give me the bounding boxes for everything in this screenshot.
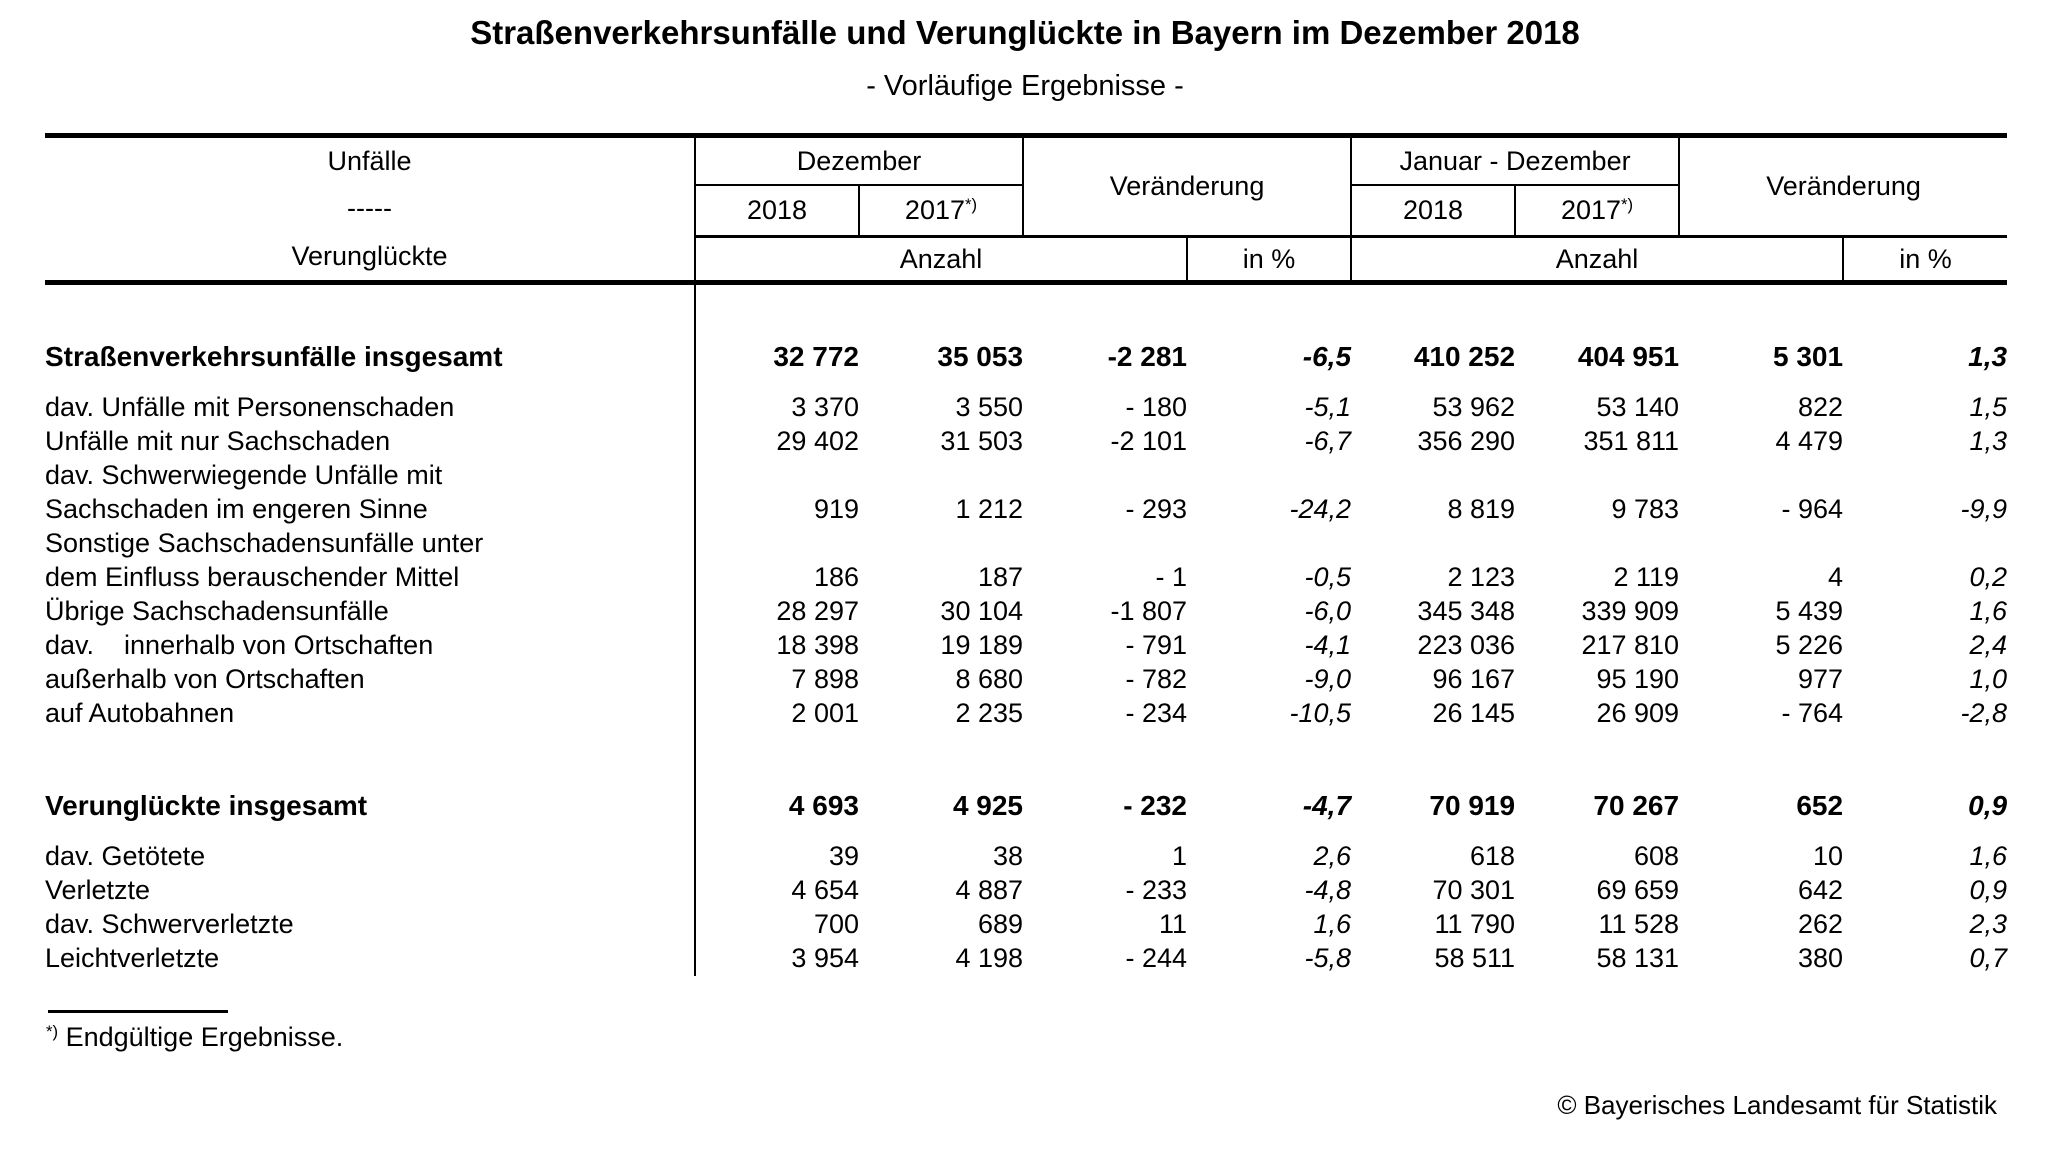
cell-value: 1,0: [1969, 664, 2008, 694]
table-row: [45, 874, 2007, 908]
cell-value: 217 810: [1581, 630, 1680, 660]
cell-value: 3 370: [791, 392, 859, 422]
cell-value: 11: [1158, 909, 1188, 939]
row-header-line3: Verunglückte: [291, 240, 448, 271]
cell-value: - 782: [1125, 664, 1188, 694]
row-label: außerhalb von Ortschaften: [45, 663, 695, 697]
cell-value: 70 919: [1429, 789, 1516, 821]
cell-value: - 964: [1781, 494, 1844, 524]
row-header-divider: -----: [347, 193, 392, 224]
cell-value: 4 887: [955, 875, 1024, 905]
footnote-marker-2017: *): [965, 195, 978, 215]
cell-value: 35 053: [937, 340, 1024, 372]
cell-value: 4 925: [952, 789, 1024, 821]
row-label: Straßenverkehrsunfälle insgesamt: [45, 335, 695, 379]
cell-value: - 232: [1123, 789, 1188, 821]
row-label: dav. Unfälle mit Personenschaden: [45, 391, 695, 425]
cell-value: 39: [828, 841, 859, 871]
table-row: [45, 629, 2007, 663]
cell-value: 5 226: [1775, 630, 1844, 660]
cell-value: 351 811: [1583, 426, 1680, 456]
cell-value: 9 783: [1611, 494, 1680, 524]
cell-value: 410 252: [1413, 340, 1516, 372]
cell-value: 38: [992, 841, 1024, 871]
cell-value: 356 290: [1417, 426, 1516, 456]
cell-value: 58 131: [1596, 943, 1680, 973]
cell-value: 2 235: [955, 698, 1024, 728]
row-label: Übrige Sachschadensunfälle: [45, 595, 695, 629]
cell-value: [1843, 459, 2007, 493]
cell-value: 2,6: [1313, 841, 1352, 871]
table-row: [45, 335, 2007, 379]
table-body: [45, 283, 2007, 976]
table-row: [45, 784, 2007, 828]
unit-header-percent-2: in %: [1843, 237, 2007, 283]
cell-value: 1: [1171, 841, 1188, 871]
table-row: [45, 527, 2007, 561]
cell-value: 30 104: [940, 596, 1024, 626]
cell-value: 7 898: [791, 664, 859, 694]
cell-value: 642: [1797, 875, 1844, 905]
footnote-marker-2017: *): [1621, 195, 1634, 215]
cell-value: -6,5: [1302, 340, 1352, 372]
cell-value: - 233: [1125, 875, 1188, 905]
cell-value: 1,6: [1969, 596, 2008, 626]
cell-value: [1515, 527, 1679, 561]
cell-value: -2 281: [1107, 340, 1188, 372]
cell-value: - 234: [1125, 698, 1188, 728]
cell-value: [1843, 527, 2007, 561]
cell-value: -2 101: [1110, 426, 1188, 456]
table-row: [45, 493, 2007, 527]
row-label: Verunglückte insgesamt: [45, 784, 695, 828]
cell-value: 618: [1469, 841, 1516, 871]
cell-value: 345 348: [1417, 596, 1516, 626]
cell-value: -5,1: [1304, 392, 1352, 422]
cell-value: 19 189: [940, 630, 1024, 660]
cell-value: -24,2: [1289, 494, 1352, 524]
cell-value: [695, 527, 859, 561]
cell-value: 0,2: [1969, 562, 2008, 592]
cell-value: 2,4: [1969, 630, 2008, 660]
row-header-cell: [45, 136, 695, 283]
cell-value: -4,8: [1304, 875, 1352, 905]
cell-value: 1 212: [955, 494, 1024, 524]
cell-value: 822: [1797, 392, 1844, 422]
row-label: auf Autobahnen: [45, 697, 695, 731]
cell-value: - 244: [1125, 943, 1188, 973]
cell-value: 11 528: [1598, 909, 1680, 939]
cell-value: 1,3: [1969, 426, 2008, 456]
cell-value: 4 198: [955, 943, 1024, 973]
row-label: Unfälle mit nur Sachschaden: [45, 425, 695, 459]
cell-value: 339 909: [1581, 596, 1680, 626]
cell-value: -9,0: [1304, 664, 1352, 694]
footnote-marker: *): [46, 1021, 59, 1041]
cell-value: 3 550: [955, 392, 1024, 422]
cell-value: 70 267: [1593, 789, 1680, 821]
page-subtitle: - Vorläufige Ergebnisse -: [866, 70, 1184, 102]
cell-value: 0,9: [1969, 875, 2008, 905]
cell-value: 70 301: [1432, 875, 1516, 905]
page-title: Straßenverkehrsunfälle und Verunglückte in Bayern im Dezember 2018: [470, 14, 1580, 51]
unit-header-anzahl-1: Anzahl: [695, 237, 1187, 283]
cell-value: 2 001: [791, 698, 859, 728]
cell-value: [1187, 527, 1351, 561]
cell-value: 608: [1633, 841, 1680, 871]
cell-value: 29 402: [776, 426, 859, 456]
footnote-rule: [48, 1010, 228, 1013]
cell-value: 8 680: [955, 664, 1024, 694]
column-header-jd-2018: 2018: [1351, 185, 1515, 237]
cell-value: -5,8: [1304, 943, 1352, 973]
row-label: dem Einfluss berauschender Mittel: [45, 561, 695, 595]
cell-value: 58 511: [1434, 943, 1516, 973]
cell-value: 4 693: [788, 789, 859, 821]
cell-value: 404 951: [1577, 340, 1680, 372]
column-header-dez-2017: 2017*): [859, 185, 1023, 237]
header-row-groups: [45, 136, 2007, 186]
cell-value: 53 962: [1432, 392, 1516, 422]
column-group-dezember: Dezember: [695, 136, 1023, 186]
cell-value: [1351, 459, 1515, 493]
cell-value: 4: [1828, 562, 1844, 592]
cell-value: 977: [1797, 664, 1844, 694]
cell-value: 26 909: [1596, 698, 1680, 728]
cell-value: [1679, 459, 1843, 493]
cell-value: 1,5: [1969, 392, 2008, 422]
row-label: Sonstige Sachschadensunfälle unter: [45, 527, 695, 561]
table-row: [45, 459, 2007, 493]
cell-value: 2 123: [1447, 562, 1516, 592]
cell-value: [1515, 459, 1679, 493]
cell-value: 11 790: [1434, 909, 1516, 939]
cell-value: [859, 459, 1023, 493]
cell-value: [1679, 527, 1843, 561]
spacer-row: [45, 731, 2007, 784]
cell-value: 689: [977, 909, 1024, 939]
cell-value: - 791: [1125, 630, 1188, 660]
cell-value: - 293: [1125, 494, 1188, 524]
cell-value: 652: [1796, 789, 1844, 821]
cell-value: 3 954: [791, 943, 859, 973]
cell-value: -10,5: [1289, 698, 1352, 728]
cell-value: 69 659: [1596, 875, 1680, 905]
cell-value: 700: [813, 909, 859, 939]
column-header-dez-2018: 2018: [695, 185, 859, 237]
cell-value: -1 807: [1110, 596, 1188, 626]
cell-value: 28 297: [776, 596, 859, 626]
table-row: [45, 908, 2007, 942]
row-label: dav. Schwerwiegende Unfälle mit: [45, 459, 695, 493]
column-group-januar-dezember: Januar - Dezember: [1351, 136, 1679, 186]
cell-value: 26 145: [1432, 698, 1516, 728]
row-label: dav. innerhalb von Ortschaften: [45, 629, 695, 663]
column-group-veraenderung-1: Veränderung: [1023, 136, 1351, 237]
copyright: © Bayerisches Landesamt für Statistik: [1557, 1090, 1997, 1120]
footnote-text: Endgültige Ergebnisse.: [65, 1022, 344, 1052]
column-group-veraenderung-2: Veränderung: [1679, 136, 2007, 237]
footnote: [46, 1022, 343, 1053]
cell-value: 5 439: [1775, 596, 1844, 626]
cell-value: -2,8: [1960, 698, 2008, 728]
table-row: [45, 663, 2007, 697]
cell-value: 0,9: [1968, 789, 2008, 821]
table-row: [45, 391, 2007, 425]
cell-value: 1,6: [1313, 909, 1352, 939]
cell-value: 4 654: [791, 875, 859, 905]
cell-value: - 180: [1125, 392, 1188, 422]
cell-value: - 764: [1781, 698, 1844, 728]
table-row: [45, 697, 2007, 731]
cell-value: -6,7: [1304, 426, 1352, 456]
row-label: Leichtverletzte: [45, 942, 695, 976]
cell-value: [1023, 459, 1187, 493]
cell-value: 380: [1797, 943, 1844, 973]
cell-value: 10: [1813, 841, 1844, 871]
row-header-line1: Unfälle: [327, 146, 412, 177]
cell-value: 919: [813, 494, 859, 524]
cell-value: 262: [1797, 909, 1844, 939]
cell-value: 96 167: [1432, 664, 1516, 694]
column-header-jd-2017: 2017*): [1515, 185, 1679, 237]
cell-value: - 1: [1155, 562, 1188, 592]
cell-value: 1,6: [1969, 841, 2008, 871]
spacer-row: [45, 283, 2007, 335]
cell-value: -4,7: [1302, 789, 1352, 821]
row-label: Verletzte: [45, 874, 695, 908]
statistics-table: [45, 133, 2007, 976]
cell-value: [1023, 527, 1187, 561]
cell-value: 8 819: [1447, 494, 1516, 524]
cell-value: 32 772: [773, 340, 859, 372]
table-row: [45, 840, 2007, 874]
unit-header-anzahl-2: Anzahl: [1351, 237, 1843, 283]
table-row: [45, 595, 2007, 629]
cell-value: 5 301: [1772, 340, 1844, 372]
cell-value: 2 119: [1613, 562, 1680, 592]
cell-value: -4,1: [1304, 630, 1352, 660]
table-row: [45, 942, 2007, 976]
cell-value: 18 398: [776, 630, 859, 660]
cell-value: [1351, 527, 1515, 561]
cell-value: 223 036: [1417, 630, 1516, 660]
spacer-row: [45, 379, 2007, 391]
cell-value: [695, 459, 859, 493]
cell-value: -6,0: [1304, 596, 1352, 626]
table-row: [45, 561, 2007, 595]
cell-value: 1,3: [1968, 340, 2008, 372]
row-label: Sachschaden im engeren Sinne: [45, 493, 695, 527]
cell-value: 0,7: [1969, 943, 2008, 973]
cell-value: 186: [813, 562, 859, 592]
cell-value: 4 479: [1775, 426, 1844, 456]
cell-value: 31 503: [940, 426, 1024, 456]
cell-value: 95 190: [1596, 664, 1680, 694]
unit-header-percent-1: in %: [1187, 237, 1351, 283]
row-label: dav. Schwerverletzte: [45, 908, 695, 942]
cell-value: -9,9: [1960, 494, 2008, 524]
cell-value: 187: [977, 562, 1024, 592]
cell-value: [859, 527, 1023, 561]
spacer-row: [45, 828, 2007, 840]
row-label: dav. Getötete: [45, 840, 695, 874]
cell-value: 53 140: [1596, 392, 1680, 422]
cell-value: 2,3: [1969, 909, 2008, 939]
table-row: [45, 425, 2007, 459]
cell-value: [1187, 459, 1351, 493]
cell-value: -0,5: [1304, 562, 1352, 592]
